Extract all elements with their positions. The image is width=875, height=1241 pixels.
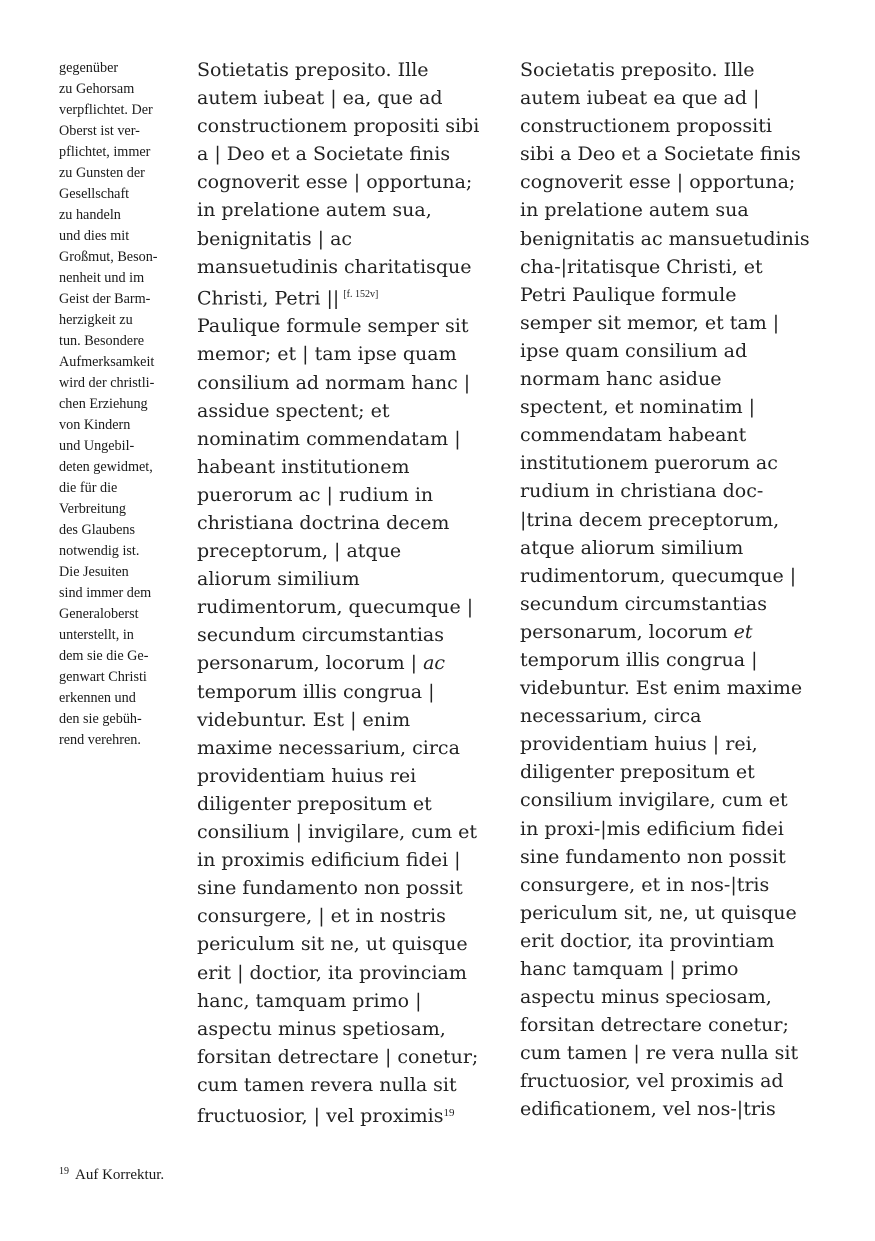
footnote-reference[interactable]: 19: [443, 1106, 455, 1119]
text-line: [197, 1099, 497, 1130]
latin-text-column-a: [197, 56, 497, 1130]
text-line: in prelatione autem sua,: [197, 199, 432, 222]
margin-line: Verbreitung: [59, 501, 126, 517]
german-margin-summary: [59, 58, 184, 751]
text-line: consilium | invigilare, cum et: [197, 821, 478, 844]
margin-line: und dies mit: [59, 228, 130, 244]
text-line: [197, 649, 497, 677]
text-line: secundum circumstantias: [197, 624, 444, 647]
text-line: cha-|ritatisque Christi, et: [520, 255, 763, 278]
text-line: in prelatione autem sua: [520, 199, 749, 222]
text-line: videbuntur. Est | enim: [197, 708, 411, 731]
text-line: periculum sit ne, ut quisque: [197, 933, 468, 956]
margin-line: den sie gebüh-: [59, 711, 142, 727]
folio-marker: [f. 152v]: [343, 288, 379, 300]
margin-line: zu handeln: [59, 207, 121, 223]
margin-line: Die Jesuiten: [59, 564, 129, 580]
text-line: atque aliorum similium: [520, 536, 744, 559]
text-line: rudium in christiana doc-: [520, 480, 764, 503]
text-line: aspectu minus speciosam,: [520, 986, 772, 1009]
text-line: aspectu minus spetiosam,: [197, 1017, 446, 1040]
text-line: [197, 281, 497, 313]
text-line: aliorum similium: [197, 568, 360, 591]
margin-line: erkennen und: [59, 690, 136, 706]
margin-line: pflichtet, immer: [59, 144, 151, 160]
text-line: secundum circumstantias: [520, 592, 767, 615]
text-line: constructionem propositi sibi: [197, 115, 480, 138]
text-line: Societatis preposito. Ille: [520, 59, 755, 81]
italic-word: ac: [423, 652, 446, 675]
margin-line: zu Gehorsam: [59, 81, 135, 97]
margin-line: Aufmerksamkeit: [59, 354, 155, 370]
text-line: rudimentorum, quecumque |: [520, 564, 797, 587]
margin-line: notwendig ist.: [59, 543, 140, 559]
text-line: in proxi-|mis edificium fidei: [520, 817, 784, 840]
text-line: benignitatis ac mansuetudinis: [520, 227, 810, 250]
margin-line: verpflichtet. Der: [59, 102, 153, 118]
text-line: temporum illis congrua |: [520, 648, 758, 671]
text-line: constructionem propossiti: [520, 115, 772, 138]
text-line: fructuosior, vel proximis ad: [520, 1070, 784, 1093]
margin-line: und Ungebil-: [59, 438, 135, 454]
margin-line: gegenüber: [59, 60, 119, 76]
margin-line: Generaloberst: [59, 606, 139, 622]
text-line: christiana doctrina decem: [197, 512, 450, 534]
margin-line: Gesellschaft: [59, 186, 130, 202]
text-line: cum tamen revera nulla sit: [197, 1073, 457, 1096]
text-line: diligenter prepositum et: [197, 792, 432, 815]
footnote-number: 19: [59, 1166, 69, 1177]
margin-line: die für die: [59, 480, 118, 496]
text-line: in proximis edificium fidei |: [197, 849, 461, 872]
text-line: videbuntur. Est enim maxime: [520, 677, 803, 700]
text-line: erit | doctior, ita provinciam: [197, 961, 467, 984]
text-line: hanc, tamquam primo |: [197, 989, 422, 1012]
text-line: cum tamen | re vera nulla sit: [520, 1042, 799, 1065]
text-line: cognoverit esse | opportuna;: [520, 171, 796, 194]
text-line: preceptorum, | atque: [197, 540, 402, 563]
margin-line: nenheit und im: [59, 270, 145, 286]
text-segment: fructuosior, | vel proximis: [197, 1105, 444, 1128]
text-line: autem iubeat | ea, que ad: [197, 87, 443, 110]
text-line: sine fundamento non possit: [197, 877, 463, 900]
text-segment: personarum, locorum |: [197, 652, 418, 675]
footnote-text: Auf Korrektur.: [75, 1167, 165, 1183]
text-line: providentiam huius | rei,: [520, 733, 758, 756]
text-line: commendatam habeant: [520, 424, 747, 447]
text-segment: personarum, locorum: [520, 620, 728, 643]
margin-line: Oberst ist ver-: [59, 123, 140, 139]
margin-line: deten gewidmet,: [59, 459, 153, 475]
text-line: spectent, et nominatim |: [520, 396, 756, 419]
text-line: nominatim commendatam |: [197, 427, 461, 450]
text-line: consurgere, | et in nostris: [197, 905, 446, 928]
text-line: necessarium, circa: [520, 705, 702, 728]
text-line: erit doctior, ita provintiam: [520, 929, 775, 952]
margin-line: zu Gunsten der: [59, 165, 145, 181]
text-line: semper sit memor, et tam |: [520, 311, 780, 334]
text-line: normam hanc asidue: [520, 368, 722, 391]
margin-line: tun. Besondere: [59, 333, 145, 349]
text-line: assidue spectent; et: [197, 399, 390, 422]
text-line: memor; et | tam ipse quam: [197, 343, 457, 366]
text-line: forsitan detrectare | conetur;: [197, 1045, 479, 1068]
text-line: a | Deo et a Societate finis: [197, 143, 451, 166]
text-line: benignitatis | ac: [197, 227, 353, 250]
text-line: consilium invigilare, cum et: [520, 789, 788, 812]
text-line: temporum illis congrua |: [197, 680, 435, 703]
text-line: Sotietatis preposito. Ille: [197, 59, 429, 81]
latin-text-column-b: [520, 56, 820, 1124]
text-line: providentiam huius rei: [197, 764, 417, 787]
text-line: mansuetudinis charitatisque: [197, 255, 472, 278]
margin-line: Geist der Barm-: [59, 291, 151, 307]
text-segment: Christi, Petri ||: [197, 287, 340, 310]
margin-line: unterstellt, in: [59, 627, 134, 643]
text-line: edificationem, vel nos-|tris: [520, 1098, 776, 1121]
text-line: Paulique formule semper sit: [197, 315, 469, 338]
text-line: diligenter prepositum et: [520, 761, 755, 784]
text-line: institutionem puerorum ac: [520, 452, 778, 475]
footnote: [59, 1166, 164, 1184]
margin-line: genwart Christi: [59, 669, 147, 685]
text-line: maxime necessarium, circa: [197, 736, 460, 759]
margin-line: rend verehren.: [59, 732, 141, 748]
margin-line: dem sie die Ge-: [59, 648, 149, 664]
text-line: sine fundamento non possit: [520, 845, 786, 868]
margin-line: Großmut, Beson-: [59, 249, 158, 265]
text-line: |trina decem preceptorum,: [520, 508, 780, 531]
margin-line: herzigkeit zu: [59, 312, 133, 328]
margin-line: sind immer dem: [59, 585, 152, 601]
text-line: [520, 618, 820, 646]
text-line: hanc tamquam | primo: [520, 958, 739, 980]
italic-word: et: [733, 620, 753, 643]
text-line: periculum sit, ne, ut quisque: [520, 901, 797, 924]
text-line: ipse quam consilium ad: [520, 339, 748, 362]
text-line: cognoverit esse | opportuna;: [197, 171, 473, 194]
margin-line: wird der christli-: [59, 375, 155, 391]
text-line: puerorum ac | rudium in: [197, 483, 434, 506]
text-line: consilium ad normam hanc |: [197, 371, 471, 394]
text-line: sibi a Deo et a Societate finis: [520, 143, 801, 166]
margin-line: von Kindern: [59, 417, 131, 433]
text-line: habeant institutionem: [197, 455, 410, 478]
text-line: forsitan detrectare conetur;: [520, 1014, 789, 1037]
text-line: autem iubeat ea que ad |: [520, 87, 760, 110]
text-line: rudimentorum, quecumque |: [197, 596, 474, 619]
margin-line: des Glaubens: [59, 522, 136, 538]
text-line: Petri Paulique formule: [520, 283, 737, 306]
margin-line: chen Erziehung: [59, 396, 148, 412]
text-line: consurgere, et in nos-|tris: [520, 873, 770, 896]
